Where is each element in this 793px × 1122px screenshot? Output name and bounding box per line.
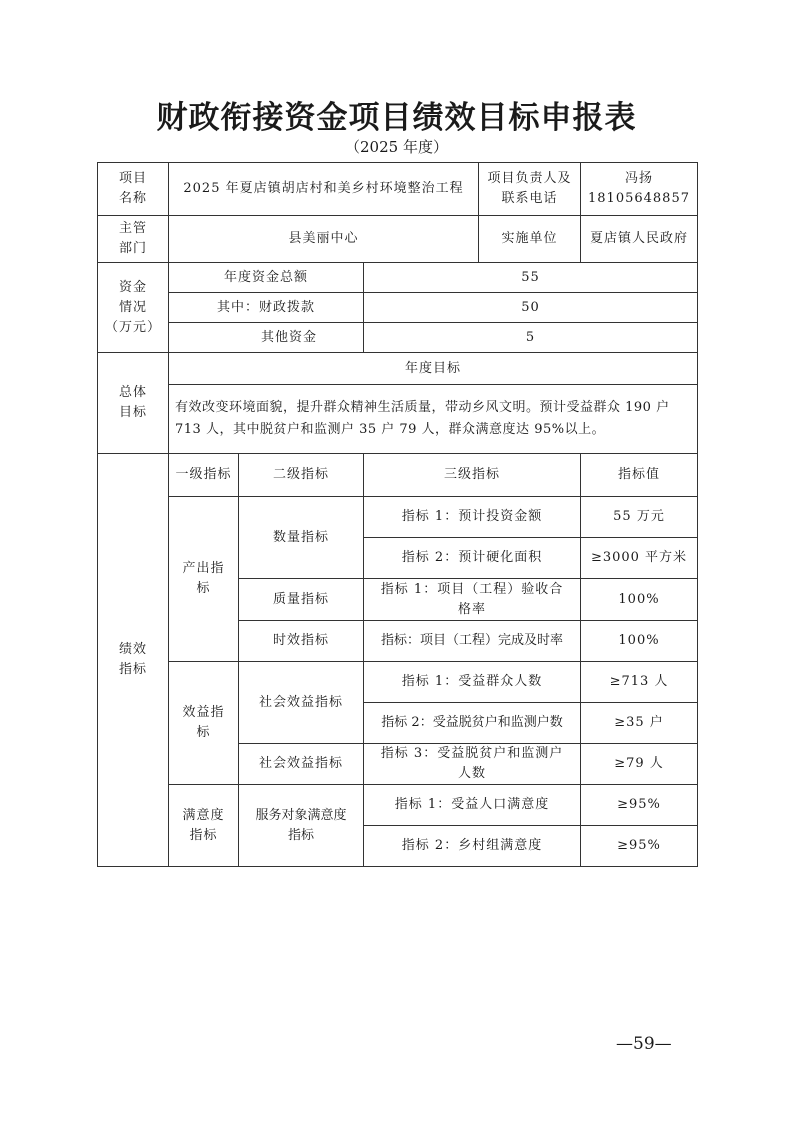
application-form-table — [97, 162, 698, 867]
quantity-indicator-label: 数量指标 — [239, 497, 364, 579]
goal-text-row — [98, 385, 698, 454]
implementing-unit-value: 夏店镇人民政府 — [581, 216, 698, 263]
funds-other-value: 5 — [364, 323, 698, 353]
project-name-label: 项目 名称 — [98, 163, 169, 216]
annual-goal-header: 年度目标 — [169, 353, 698, 385]
funds-fiscal-label: 其中：财政拨款 — [169, 293, 364, 323]
header-level3: 三级指标 — [364, 454, 581, 497]
funds-row-total — [98, 263, 698, 293]
funds-total-label: 年度资金总额 — [169, 263, 364, 293]
funds-other-label: 其他资金 — [169, 323, 364, 353]
funds-fiscal-value: 50 — [364, 293, 698, 323]
header-level2: 二级指标 — [239, 454, 364, 497]
metric-name: 指标 2：乡村组满意度 — [364, 826, 581, 867]
benefit-indicator-label: 效益指 标 — [169, 662, 239, 785]
metric-value: ≥95% — [581, 785, 698, 826]
metric-value: ≥3000 平方米 — [581, 538, 698, 579]
timeliness-indicator-label: 时效指标 — [239, 621, 364, 662]
metric-row — [98, 785, 698, 826]
metric-name: 指标 1：受益人口满意度 — [364, 785, 581, 826]
annual-goal-text: 有效改变环境面貌，提升群众精神生活质量，带动乡风文明。预计受益群众 190 户 713 人，其中脱贫户和监测户 35 户 79 人，群众满意度达 95%以上。 — [169, 385, 698, 454]
funds-row-fiscal — [98, 293, 698, 323]
satisfaction-indicator-label: 满意度 指标 — [169, 785, 239, 867]
metric-value: 100% — [581, 621, 698, 662]
overall-goal-label: 总体 目标 — [98, 353, 169, 454]
document-subtitle: （2025 年度） — [345, 138, 448, 156]
metric-value: 55 万元 — [581, 497, 698, 538]
project-name-value: 2025 年夏店镇胡店村和美乡村环境整治工程 — [169, 163, 479, 216]
service-satisfaction-label: 服务对象满意度 指标 — [239, 785, 364, 867]
page-number: —59— — [616, 1034, 672, 1054]
metric-value: ≥79 人 — [581, 744, 698, 785]
implementing-unit-label: 实施单位 — [479, 216, 581, 263]
metrics-header-row — [98, 454, 698, 497]
header-level1: 一级指标 — [169, 454, 239, 497]
contact-cell — [581, 163, 698, 216]
funds-label: 资金 情况 （万元） — [98, 263, 169, 353]
funds-row-other — [98, 323, 698, 353]
document-title: 财政衔接资金项目绩效目标申报表 — [156, 100, 637, 136]
metric-name: 指标 2：预计硬化面积 — [364, 538, 581, 579]
project-name-row — [98, 163, 698, 216]
contact-label: 项目负责人及联系电话 — [479, 163, 581, 216]
metric-name: 指标 1：项目（工程）验收合格率 — [364, 579, 581, 621]
metric-value: ≥713 人 — [581, 662, 698, 703]
metric-value: ≥35 户 — [581, 703, 698, 744]
header-value: 指标值 — [581, 454, 698, 497]
metric-row — [98, 662, 698, 703]
funds-total-value: 55 — [364, 263, 698, 293]
department-row — [98, 216, 698, 263]
quality-indicator-label: 质量指标 — [239, 579, 364, 621]
department-value: 县美丽中心 — [169, 216, 479, 263]
metric-row — [98, 497, 698, 538]
goal-header-row — [98, 353, 698, 385]
metric-name: 指标 2：受益脱贫户和监测户数 — [364, 703, 581, 744]
contact-name: 冯扬 — [624, 171, 653, 186]
social-benefit-label-2: 社会效益指标 — [239, 744, 364, 785]
metric-name: 指标 1：预计投资金额 — [364, 497, 581, 538]
metric-name: 指标：项目（工程）完成及时率 — [364, 621, 581, 662]
performance-label: 绩效 指标 — [98, 454, 169, 867]
metric-name: 指标 3：受益脱贫户和监测户人数 — [364, 744, 581, 785]
output-indicator-label: 产出指 标 — [169, 497, 239, 662]
metric-value: ≥95% — [581, 826, 698, 867]
department-label: 主管 部门 — [98, 216, 169, 263]
social-benefit-label-1: 社会效益指标 — [239, 662, 364, 744]
metric-value: 100% — [581, 579, 698, 621]
metric-name: 指标 1：受益群众人数 — [364, 662, 581, 703]
contact-phone: 18105648857 — [588, 191, 690, 206]
